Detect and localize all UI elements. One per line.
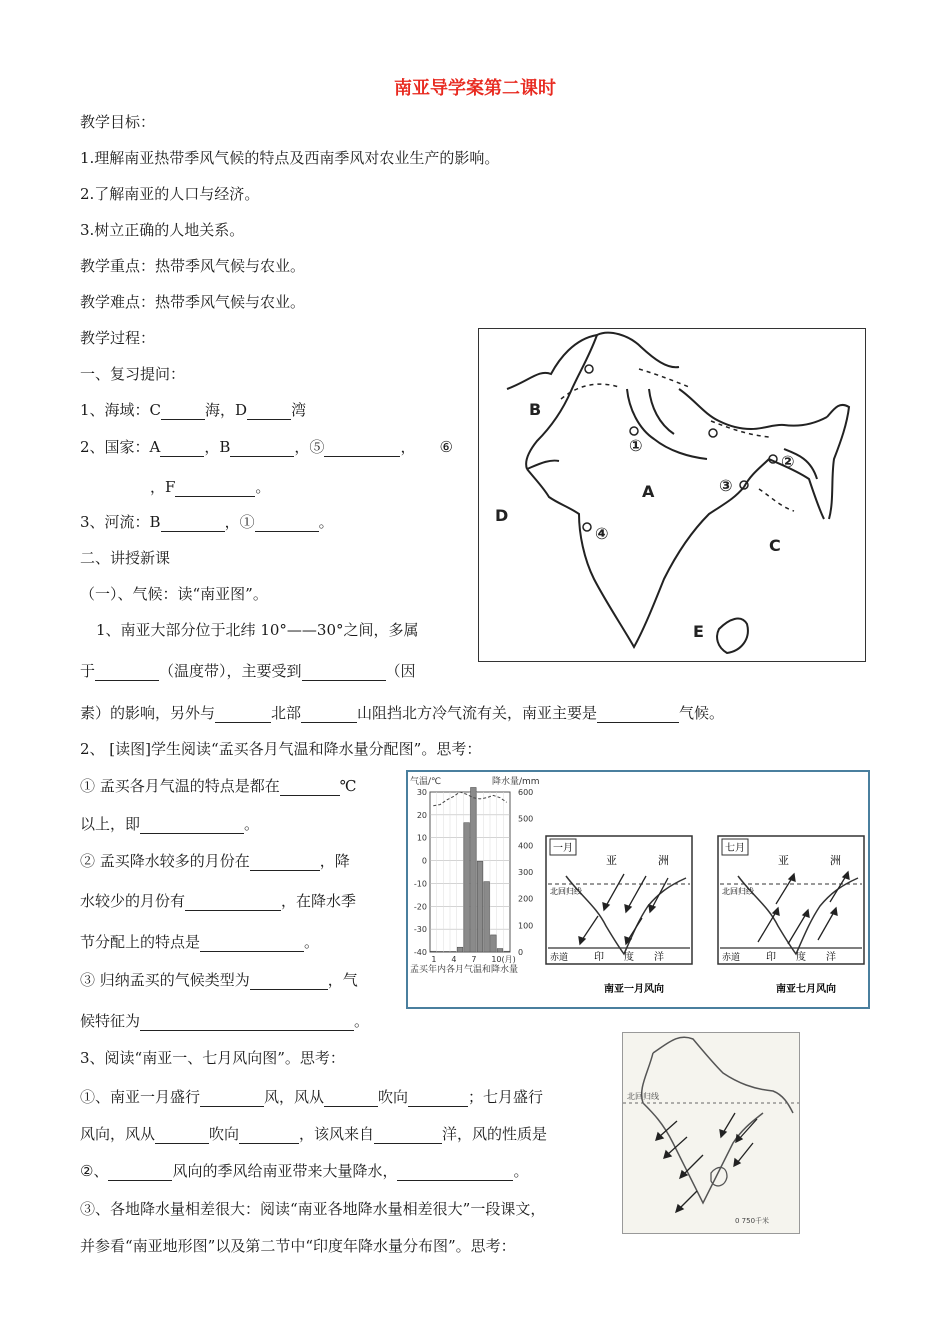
text: 于 (80, 662, 96, 680)
text: ，B (204, 438, 231, 456)
blank[interactable] (324, 1089, 378, 1107)
q3-1a (80, 1087, 543, 1107)
text: 山阻挡北方冷气流有关，南亚主要是 (357, 704, 598, 722)
review-q1 (80, 400, 306, 420)
tropic-label: 北回归线 (550, 887, 582, 896)
text: 。 (244, 815, 260, 833)
blank[interactable] (324, 439, 400, 457)
blank[interactable] (280, 778, 340, 796)
paragraph-1a: 1、南亚大部分位于北纬 10°——30°之间，多属 (96, 621, 419, 639)
map-label: A (642, 482, 655, 501)
blank[interactable] (140, 1013, 354, 1031)
text: ，⑤ (294, 438, 325, 456)
south-asia-map-drawing (479, 329, 865, 661)
ocean-text: 印 (594, 952, 604, 963)
precip-bar (457, 947, 463, 952)
map-label: C (769, 536, 781, 555)
small-wind-map-drawing (623, 1033, 799, 1233)
q2-1a (80, 776, 357, 796)
text: 。 (513, 1162, 529, 1180)
blank[interactable] (239, 1126, 299, 1144)
left-axis-label: 气温/℃ (410, 777, 442, 787)
precip-bar (471, 787, 477, 952)
ocean-text: 度 (796, 952, 806, 963)
text: ，在降水季 (281, 892, 357, 910)
paragraph-3: 3、阅读“南亚一、七月风向图”。思考： (80, 1049, 345, 1067)
blank[interactable] (140, 816, 244, 834)
precip-bar (504, 951, 510, 952)
map-text: 亚 (778, 854, 789, 867)
left-tick-label: -10 (413, 879, 427, 889)
text: 。 (354, 1012, 370, 1030)
q2-3b (80, 1011, 369, 1031)
blank[interactable] (161, 402, 205, 420)
wind-map-caption: 南亚七月风向 (776, 984, 836, 995)
map-label: ① (629, 436, 643, 455)
process-heading: 教学过程： (80, 329, 156, 347)
left-tick-label: 10 (416, 833, 427, 843)
left-tick-label: -30 (413, 925, 427, 935)
text: ①、南亚一月盛行 (80, 1088, 201, 1106)
map-text: 洲 (830, 854, 841, 867)
wind-map-caption: 南亚一月风向 (604, 984, 664, 995)
text: 气候。 (679, 704, 725, 722)
text: 风向的季风给南亚带来大量降水， (172, 1162, 398, 1180)
right-tick-label: 300 (518, 868, 534, 877)
precip-bar (451, 951, 457, 952)
map-label: ③ (719, 476, 733, 495)
blank[interactable] (302, 663, 386, 681)
blank[interactable] (161, 514, 225, 532)
text: ③ 归纳孟买的气候类型为 (80, 971, 250, 989)
objective-1: 1.理解南亚热带季风气候的特点及西南季风对农业生产的影响。 (80, 149, 500, 167)
text: 。 (304, 933, 320, 951)
page-title: 南亚导学案第二课时 (394, 78, 556, 99)
text: ② 孟买降水较多的月份在 (80, 852, 250, 870)
review-q3 (80, 512, 334, 532)
precip-bar (491, 935, 497, 952)
blank[interactable] (255, 514, 319, 532)
blank[interactable] (301, 705, 357, 723)
left-tick-label: 30 (416, 788, 427, 797)
text: 洋，风的性质是 (442, 1125, 548, 1143)
small-wind-map (622, 1032, 800, 1234)
climate-wind-panel (406, 770, 870, 1009)
blank[interactable] (155, 1126, 209, 1144)
blank[interactable] (597, 705, 679, 723)
text: ， (400, 438, 416, 456)
key-point: 教学重点：热带季风气候与农业。 (80, 257, 306, 275)
blank[interactable] (215, 705, 271, 723)
q2-1b (80, 814, 259, 834)
difficulty: 教学难点：热带季风气候与农业。 (80, 293, 306, 311)
x-tick-label: 10(月) (491, 955, 516, 964)
objective-3: 3.树立正确的人地关系。 (80, 221, 245, 239)
text: 3、河流：B (80, 513, 161, 531)
blank[interactable] (250, 972, 328, 990)
blank[interactable] (95, 663, 159, 681)
text: ⑥ (439, 438, 453, 456)
map-label: E (693, 622, 704, 641)
precip-bar (431, 951, 437, 952)
text: 北部 (271, 704, 302, 722)
south-asia-map (478, 328, 866, 662)
text: 。 (318, 513, 334, 531)
x-tick-label: 7 (471, 955, 477, 964)
paragraph-1c (80, 703, 724, 723)
q3-3a: ③、各地降水量相差很大：阅读“南亚各地降水量相差很大”一段课文， (80, 1200, 546, 1218)
equator-label: 赤道 (722, 953, 741, 963)
map-text: 洲 (658, 854, 669, 867)
blank[interactable] (175, 479, 255, 497)
right-tick-label: 600 (518, 788, 534, 797)
text: 海，D (205, 401, 248, 419)
q2-2a (80, 851, 350, 871)
q3-2 (80, 1161, 528, 1181)
july-wind-map (718, 836, 864, 964)
blank[interactable] (200, 1089, 264, 1107)
blank[interactable] (108, 1163, 172, 1181)
paragraph-2: 2、 [读图]学生阅读“孟买各月气温和降水量分配图”。思考： (80, 740, 482, 758)
right-axis-label: 降水量/mm (492, 777, 540, 787)
scale-label: 0 750千米 (735, 1217, 770, 1225)
text: 素）的影响，另外与 (80, 704, 216, 722)
ocean-text: 度 (624, 952, 634, 963)
text: ℃ (339, 777, 357, 795)
precip-bar (477, 861, 483, 952)
review-q2b (150, 477, 270, 497)
precip-bar (484, 882, 490, 952)
x-tick-label: 4 (451, 955, 457, 964)
text: 2、国家：A (80, 438, 161, 456)
blank[interactable] (200, 934, 304, 952)
ocean-text: 洋 (826, 952, 836, 963)
paragraph-1b (80, 661, 416, 681)
map-tag: 七月 (725, 843, 745, 854)
right-tick-label: 200 (518, 894, 534, 904)
q2-3a (80, 970, 358, 990)
q2-2c (80, 932, 319, 952)
left-tick-label: -20 (413, 902, 427, 912)
mumbai-climate-chart (410, 775, 540, 975)
equator-label: 赤道 (550, 953, 569, 963)
january-wind-map (546, 836, 692, 964)
objectives-heading: 教学目标： (80, 113, 156, 131)
text: ②、 (80, 1162, 109, 1180)
climate-heading: （一）、气候：读“南亚图”。 (80, 585, 268, 603)
review-q2 (80, 437, 453, 457)
map-label: ④ (595, 524, 609, 543)
chart-caption: 孟买年内各月气温和降水量 (410, 965, 519, 975)
left-tick-label: 0 (421, 856, 427, 866)
text: 以上，即 (80, 815, 141, 833)
right-tick-label: 400 (518, 841, 534, 851)
q3-3b: 并参看“南亚地形图”以及第二节中“印度年降水量分布图”。思考： (80, 1237, 516, 1255)
review-heading: 一、复习提问： (80, 365, 186, 383)
text: ，降 (319, 852, 350, 870)
text: 湾 (291, 401, 307, 419)
text: ① 孟买各月气温的特点是都在 (80, 777, 280, 795)
blank[interactable] (250, 853, 320, 871)
objective-2: 2.了解南亚的人口与经济。 (80, 185, 260, 203)
x-tick-label: 1 (431, 955, 437, 964)
text: （因 (385, 662, 416, 680)
right-tick-label: 500 (518, 814, 534, 824)
text: 。 (255, 478, 271, 496)
blank[interactable] (185, 893, 281, 911)
tropic-label: 北回归线 (722, 887, 754, 896)
text: 风，风从 (264, 1088, 325, 1106)
text: 候特征为 (80, 1012, 141, 1030)
text: 水较少的月份有 (80, 892, 186, 910)
text: ，气 (327, 971, 358, 989)
precip-bar (464, 823, 470, 952)
q2-2b (80, 891, 356, 911)
blank[interactable] (160, 439, 204, 457)
map-tag: 一月 (553, 843, 573, 854)
map-label: B (529, 400, 542, 419)
precip-bar (437, 951, 443, 952)
blank[interactable] (408, 1089, 468, 1107)
ocean-text: 洋 (654, 952, 664, 963)
map-label: ② (781, 452, 795, 471)
text: 吹向 (378, 1088, 409, 1106)
right-tick-label: 100 (518, 921, 534, 931)
text: 节分配上的特点是 (80, 933, 201, 951)
text: ，F (150, 478, 176, 496)
map-label: D (495, 506, 509, 525)
climate-chart-and-wind-maps (408, 772, 868, 1007)
blank[interactable] (374, 1126, 442, 1144)
text: 1、海域：C (80, 401, 162, 419)
text: （温度带），主要受到 (159, 662, 302, 680)
precip-bar (444, 951, 450, 952)
blank[interactable] (397, 1163, 513, 1181)
map-text: 亚 (606, 854, 617, 867)
new-lesson-heading: 二、讲授新课 (80, 549, 171, 567)
text: 风向，风从 (80, 1125, 156, 1143)
tropic-label: 北回归线 (627, 1092, 659, 1101)
left-tick-label: -40 (413, 948, 427, 957)
blank[interactable] (247, 402, 291, 420)
left-tick-label: 20 (416, 810, 427, 820)
text: ，① (224, 513, 255, 531)
text: ，该风来自 (299, 1125, 375, 1143)
ocean-text: 印 (766, 952, 776, 963)
right-tick-label: 0 (518, 948, 524, 957)
text: ；七月盛行 (468, 1088, 544, 1106)
precip-bar (497, 949, 503, 952)
text: 吹向 (209, 1125, 240, 1143)
blank[interactable] (230, 439, 294, 457)
